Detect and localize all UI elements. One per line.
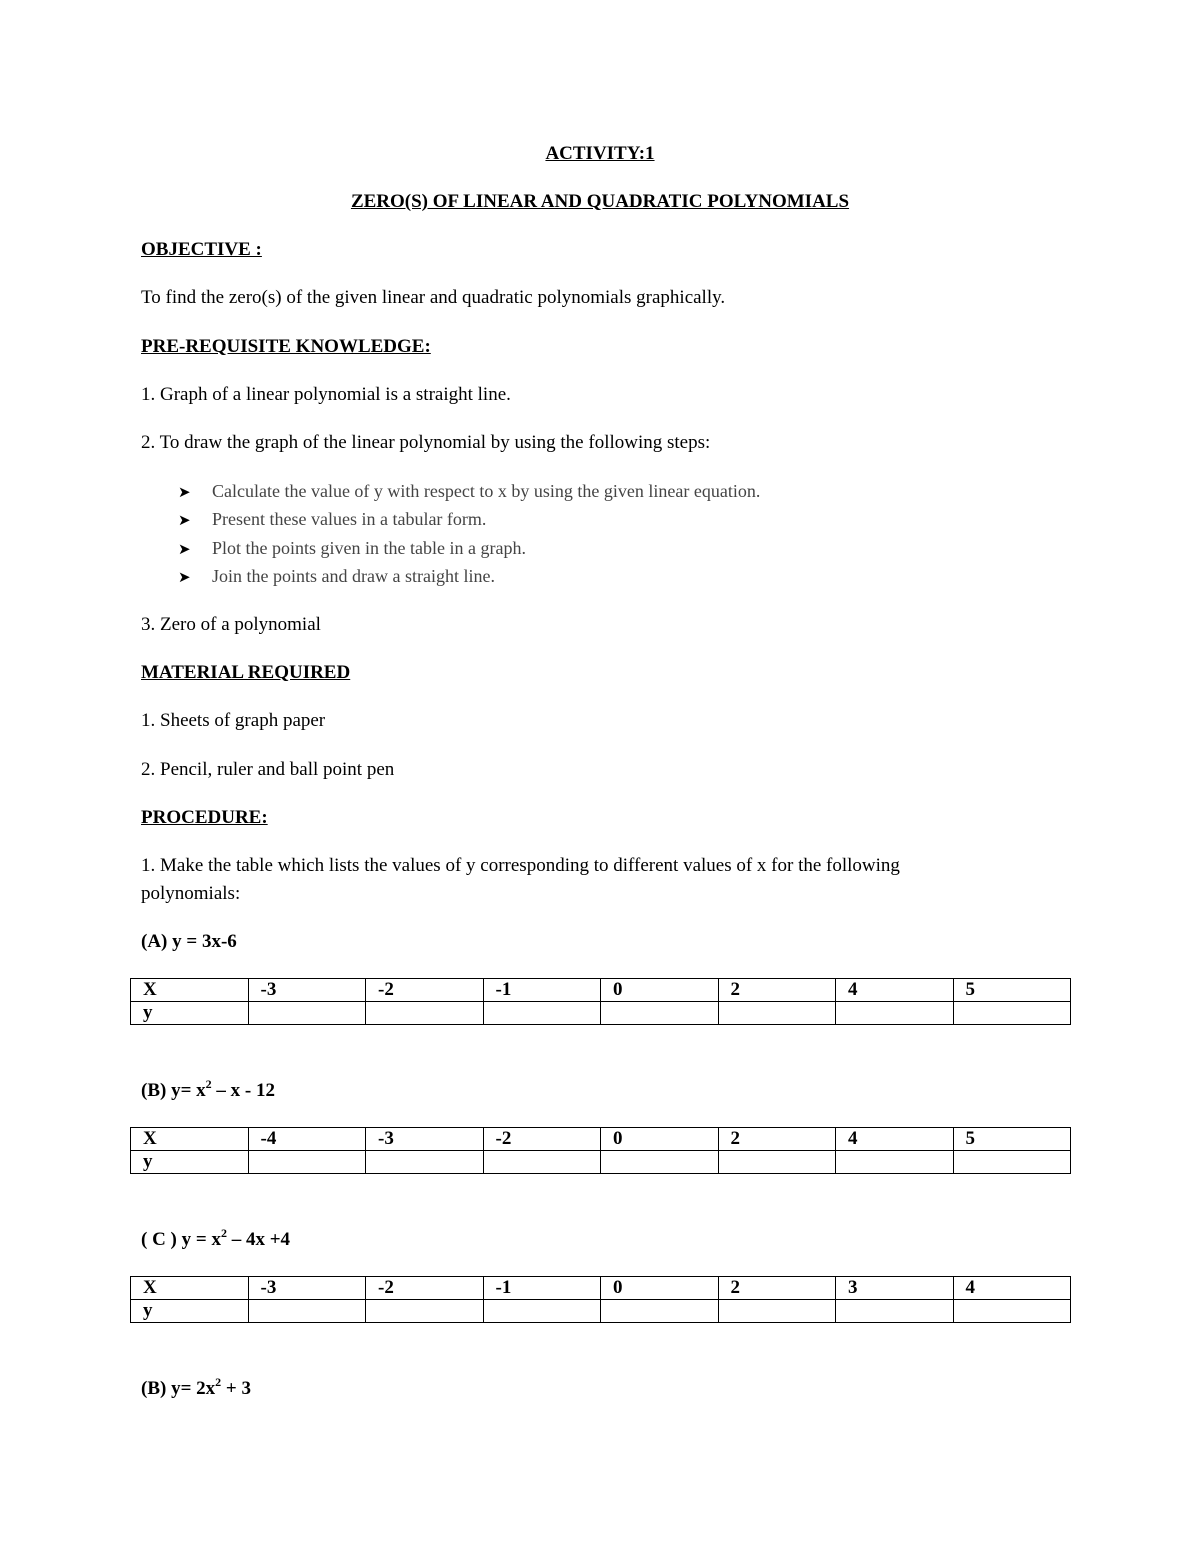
y-value-cell	[718, 1002, 836, 1025]
equation-text: (B) y= 2x	[141, 1378, 216, 1399]
material-item-1: 1. Sheets of graph paper	[141, 710, 326, 731]
equation-text-tail: – x - 12	[211, 1080, 275, 1101]
x-value-cell: 4	[953, 1277, 1071, 1300]
y-value-cell	[483, 1151, 601, 1174]
x-value-cell: -3	[248, 1277, 366, 1300]
arrow-bullet-icon: ➤	[178, 483, 191, 501]
list-item	[178, 534, 760, 562]
list-item	[178, 477, 760, 505]
table-row	[131, 1002, 1071, 1025]
step-text: Plot the points given in the table in a graph.	[212, 537, 526, 558]
y-value-cell	[366, 1002, 484, 1025]
table-row	[131, 1277, 1071, 1300]
equation-b	[141, 1077, 275, 1102]
step-text: Join the points and draw a straight line.	[212, 566, 495, 587]
y-value-cell	[601, 1151, 719, 1174]
x-value-cell: -2	[366, 979, 484, 1002]
y-label-cell: y	[131, 1300, 249, 1323]
y-value-cell	[836, 1300, 954, 1323]
objective-heading: OBJECTIVE :	[141, 239, 262, 260]
x-value-cell: -3	[366, 1128, 484, 1151]
x-value-cell: 2	[718, 979, 836, 1002]
y-value-cell	[836, 1151, 954, 1174]
y-value-cell	[601, 1002, 719, 1025]
table-row	[131, 1151, 1071, 1174]
y-value-cell	[953, 1002, 1071, 1025]
prerequisite-item-1: 1. Graph of a linear polynomial is a straight line.	[141, 384, 511, 405]
x-value-cell: -2	[366, 1277, 484, 1300]
x-label-cell: X	[131, 1128, 249, 1151]
x-label-cell: X	[131, 979, 249, 1002]
x-value-cell: -1	[483, 979, 601, 1002]
x-value-cell: -1	[483, 1277, 601, 1300]
y-label-cell: y	[131, 1002, 249, 1025]
equation-d	[141, 1375, 251, 1400]
equation-text: ( C ) y = x	[141, 1229, 221, 1250]
table-row	[131, 979, 1071, 1002]
equation-a	[141, 931, 237, 953]
x-value-cell: 0	[601, 1277, 719, 1300]
x-value-cell: 4	[836, 979, 954, 1002]
equation-text-tail: – 4x +4	[226, 1229, 291, 1250]
prerequisite-item-3: 3. Zero of a polynomial	[141, 614, 321, 635]
equation-text: (A) y = 3x-6	[141, 931, 237, 952]
x-value-cell: 5	[953, 979, 1071, 1002]
steps-list	[178, 477, 760, 591]
list-item	[178, 505, 760, 533]
equation-c	[141, 1226, 291, 1251]
y-value-cell	[483, 1002, 601, 1025]
y-value-cell	[601, 1300, 719, 1323]
prerequisite-heading: PRE-REQUISITE KNOWLEDGE:	[141, 336, 431, 357]
x-value-cell: 0	[601, 1128, 719, 1151]
equation-text-tail: + 3	[221, 1378, 251, 1399]
x-value-cell: 2	[718, 1128, 836, 1151]
x-value-cell: -2	[483, 1128, 601, 1151]
x-value-cell: 4	[836, 1128, 954, 1151]
material-item-2: 2. Pencil, ruler and ball point pen	[141, 759, 395, 780]
y-value-cell	[483, 1300, 601, 1323]
arrow-bullet-icon: ➤	[178, 568, 191, 587]
arrow-bullet-icon: ➤	[178, 511, 191, 530]
y-label-cell: y	[131, 1151, 249, 1174]
values-table-a	[130, 978, 1071, 1025]
x-value-cell: -4	[248, 1128, 366, 1151]
arrow-bullet-icon: ➤	[178, 539, 191, 558]
y-value-cell	[248, 1151, 366, 1174]
x-label-cell: X	[131, 1277, 249, 1300]
page-title: ACTIVITY:1	[545, 143, 655, 164]
y-value-cell	[836, 1002, 954, 1025]
values-table-b	[130, 1127, 1071, 1174]
x-value-cell: -3	[248, 979, 366, 1002]
table-row	[131, 1300, 1071, 1323]
objective-text: To find the zero(s) of the given linear and quadratic polynomials graphically.	[141, 287, 726, 308]
y-value-cell	[248, 1002, 366, 1025]
x-value-cell: 2	[718, 1277, 836, 1300]
values-table-c	[130, 1276, 1071, 1323]
x-value-cell: 0	[601, 979, 719, 1002]
procedure-heading: PROCEDURE:	[141, 807, 268, 828]
table-row	[131, 1128, 1071, 1151]
x-value-cell: 3	[836, 1277, 954, 1300]
y-value-cell	[953, 1151, 1071, 1174]
material-heading: MATERIAL REQUIRED	[141, 662, 351, 683]
y-value-cell	[953, 1300, 1071, 1323]
x-value-cell: 5	[953, 1128, 1071, 1151]
procedure-step-1-line-1: 1. Make the table which lists the values of y corresponding to different values of x for the following	[141, 855, 900, 876]
y-value-cell	[248, 1300, 366, 1323]
prerequisite-item-2: 2. To draw the graph of the linear polynomial by using the following steps:	[141, 432, 711, 453]
equation-text: (B) y= x	[141, 1080, 206, 1101]
equation-exponent: 2	[215, 1375, 222, 1389]
y-value-cell	[366, 1300, 484, 1323]
step-text: Present these values in a tabular form.	[212, 509, 487, 530]
y-value-cell	[718, 1300, 836, 1323]
list-item	[178, 562, 760, 590]
equation-exponent: 2	[220, 1226, 227, 1240]
y-value-cell	[718, 1151, 836, 1174]
procedure-step-1-line-2: polynomials:	[141, 883, 241, 904]
equation-exponent: 2	[205, 1077, 212, 1091]
step-text: Calculate the value of y with respect to x by using the given linear equation.	[212, 481, 761, 501]
y-value-cell	[366, 1151, 484, 1174]
page-subtitle: ZERO(S) OF LINEAR AND QUADRATIC POLYNOMIALS	[350, 191, 850, 212]
